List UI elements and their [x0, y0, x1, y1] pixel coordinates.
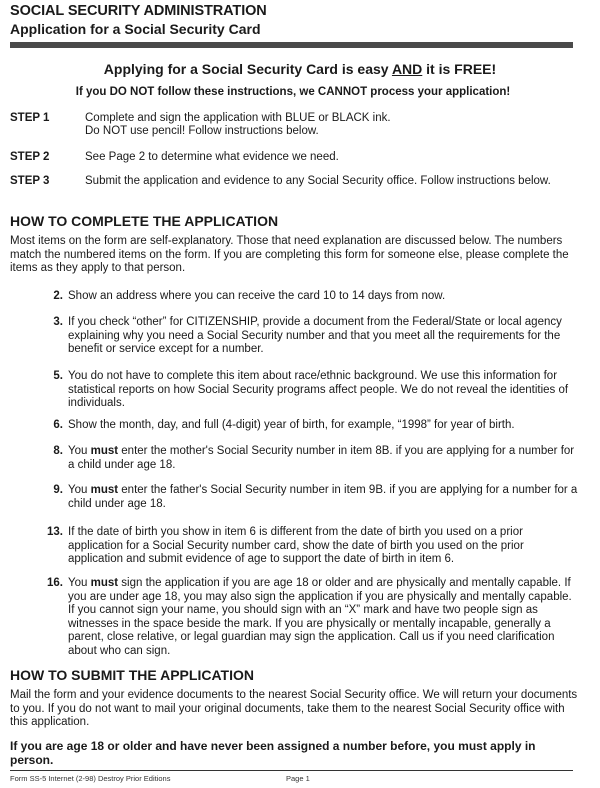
item-number: 5.: [53, 370, 63, 382]
item-text-emphasis: must: [90, 484, 119, 496]
step-3: [10, 175, 570, 203]
item-text-rest: enter the mother's Social Security number in item 8B. if you are applying for a number for a child under age 18.: [68, 445, 575, 471]
step-label: STEP 1: [10, 112, 50, 124]
in-person-note: If you are age 18 or older and have never been assigned a number before, you must apply in person.: [10, 739, 536, 767]
item-number: 16.: [47, 577, 63, 589]
form-identifier: Form SS-5 Internet (2-98) Destroy Prior Editions: [10, 774, 171, 783]
step-text: [85, 112, 565, 138]
footer-divider: [10, 770, 573, 771]
complete-intro: Most items on the form are self-explanatory. Those that need explanation are discussed below. The numbers match the numbered items on the form. If you are completing this form for someone else, please complete the items as they apply to that person.: [10, 235, 569, 274]
warning-text: If you DO NOT follow these instructions, we CANNOT process your application!: [75, 86, 511, 98]
item-text: Show the month, day, and full (4-digit) year of birth, for example, “1998” for year of birth.: [68, 419, 515, 431]
submit-text: Mail the form and your evidence documents to the nearest Social Security office. We will return your documents to you. If you do not want to mail your original documents, take them to the nearest Social Security office with this application.: [10, 689, 578, 728]
headline: [0, 61, 600, 77]
step-text: Submit the application and evidence to any Social Security office. Follow instructions below.: [85, 175, 551, 187]
item-text: [68, 484, 578, 511]
item-number: 13.: [47, 526, 63, 538]
item-number: 6.: [53, 419, 63, 431]
headline-after: it is FREE!: [422, 61, 497, 77]
item-number: 2.: [53, 290, 63, 302]
item-text: If you check “other” for CITIZENSHIP, provide a document from the Federal/State or local agency explaining why you need a Social Security number and that you meet all the requirements for the benefit or service except for a number.: [68, 316, 562, 355]
step-text: See Page 2 to determine what evidence we need.: [85, 151, 339, 163]
item-text: You do not have to complete this item about race/ethnic background. We use this information for statistical reports on how Social Security programs affect people. We do not reveal the identities of individuals.: [68, 370, 569, 409]
item-number: 9.: [53, 484, 63, 496]
agency-name: SOCIAL SECURITY ADMINISTRATION: [10, 3, 267, 19]
item-text-emphasis: must: [90, 577, 119, 589]
item-text-pre: You: [68, 577, 91, 589]
item-text: Show an address where you can receive the card 10 to 14 days from now.: [68, 290, 446, 302]
item-number: 8.: [53, 445, 63, 457]
item-text-emphasis: must: [90, 445, 119, 457]
form-title: Application for a Social Security Card: [10, 21, 261, 37]
item-text-rest: enter the father's Social Security number in item 9B. if you are applying for a number for a child under age 18.: [68, 484, 578, 510]
header-divider: [10, 42, 573, 48]
item-number: 3.: [53, 316, 63, 328]
step-2: [10, 151, 570, 165]
step-label: STEP 3: [10, 175, 50, 187]
step-1: [10, 112, 570, 140]
item-text-rest: sign the application if you are age 18 or older and are physically and mentally capable. If you are under age 18, you may also sign the application if you are physically and mentally capable. If you cannot sign your name, you should sign with an “X” mark and have two people sign as witnesses in the space beside the mark. If you are physically or mentally incapable, generally a parent, close relative, or legal guardian may sign the application. Call us if you need clarification about who can sign.: [68, 577, 572, 657]
headline-emphasis: AND: [391, 61, 423, 77]
submit-heading: HOW TO SUBMIT THE APPLICATION: [10, 667, 254, 683]
headline-before: Applying for a Social Security Card is easy: [103, 61, 392, 77]
complete-heading: HOW TO COMPLETE THE APPLICATION: [10, 213, 279, 229]
step-text-line: Do NOT use pencil! Follow instructions below.: [85, 125, 319, 137]
item-text-pre: You: [68, 445, 91, 457]
item-text: If the date of birth you show in item 6 is different from the date of birth you used on a prior application for a Social Security number card, show the date of birth you used on the prior application and submit evidence of age to support the date of birth in item 6.: [68, 526, 524, 565]
item-text: [68, 577, 578, 658]
item-text: [68, 445, 578, 472]
item-text-pre: You: [68, 484, 91, 496]
page-number: Page 1: [286, 774, 310, 783]
step-label: STEP 2: [10, 151, 50, 163]
step-text-line: Complete and sign the application with BLUE or BLACK ink.: [85, 112, 391, 124]
